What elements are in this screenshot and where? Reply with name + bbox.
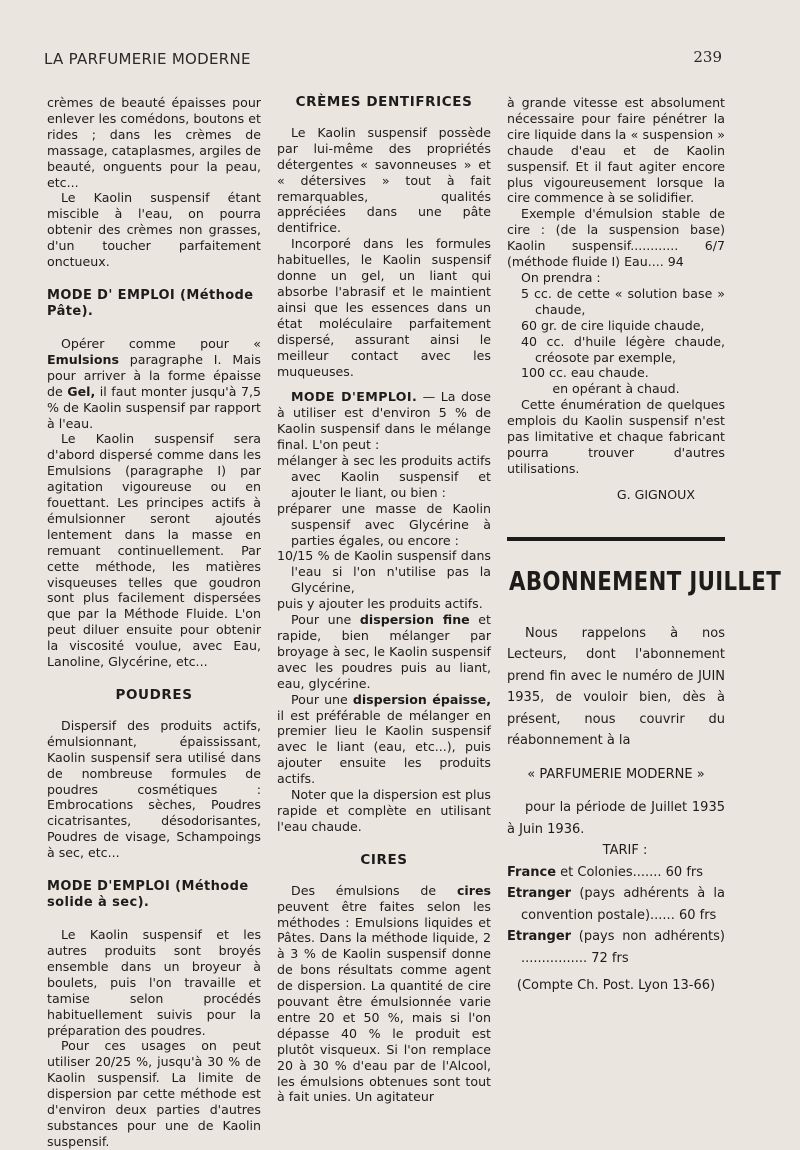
text-run: — La dose à utiliser est d'environ 5 % de Kaolin suspensif dans le mélange final. L'on peut : — [277, 389, 491, 453]
bold-term: dispersion fine — [359, 612, 470, 628]
recipe-line: 40 cc. d'huile légère chaude, créosote par exemple, — [521, 333, 725, 365]
list-item: préparer une masse de Kaolin suspensif avec Glycérine à parties égales, ou encore : — [277, 500, 491, 548]
paragraph — [277, 612, 491, 692]
paragraph — [277, 389, 491, 453]
paragraph — [277, 692, 491, 787]
bold-term: dispersion épaisse, — [352, 691, 491, 707]
tarif-list — [507, 862, 725, 970]
paragraph: Pour ces usages on peut utiliser 20/25 %, jusqu'à 30 % de Kaolin suspensif. La limite de dispersion par cette méthode est d'environ deux parties d'autres substances pour une de Kaolin suspensif. — [47, 1038, 261, 1149]
text-run: il est préférable de mélanger en premier lieu le Kaolin suspensif avec le liant (eau, etc...), puis ajouter ensuite les produits actifs. — [277, 707, 491, 787]
list-item: mélanger à sec les produits actifs avec Kaolin suspensif et ajouter le liant, ou bien : — [277, 453, 491, 500]
section-divider — [507, 537, 725, 541]
recipe-line: 5 cc. de cette « solution base » chaude, — [521, 285, 725, 317]
paragraph: Cette énumération de quelques emplois du Kaolin suspensif n'est pas limitative et chaque fabricant pourra trouver d'autres utilisations. — [507, 397, 725, 476]
paragraph: On prendra : — [521, 269, 601, 285]
section-heading: MODE D'EMPLOI (Méthode solide à sec). — [47, 879, 249, 911]
section-heading: POUDRES — [115, 687, 193, 703]
abonnement-title: ABONNEMENT JUILLET — [509, 566, 782, 597]
paragraph: à grande vitesse est absolument nécessaire pour faire pénétrer la cire liquide dans la « suspension » chaude d'eau et de Kaolin suspensif. Et il faut agiter encore plus vigoureusement lorsque la cire commence à se solidifier. — [507, 95, 725, 206]
paragraph: Le Kaolin suspensif et les autres produits sont broyés ensemble dans un broyeur à boulets, puis l'on travaille et tamise selon procédés habituellement suivis pour la préparation des poudres. — [47, 927, 261, 1038]
tarif-value: (pays non adhérents) ................ 72 frs — [521, 929, 725, 966]
column-2 — [277, 95, 491, 1105]
tarif-row — [507, 926, 725, 969]
text-run: Des émulsions de — [291, 882, 457, 898]
text-run: et rapide, bien mélanger par broyage à sec, le Kaolin suspensif avec les poudres puis au liant, eau, glycérine. — [277, 612, 491, 691]
paragraph: Nous rappelons à nos Lecteurs, dont l'abonnement prend fin avec le numéro de JUIN 1935, de vouloir bien, dès à présent, nous couvrir du réabonnement à la — [507, 625, 725, 749]
list-item: 10/15 % de Kaolin suspensif dans l'eau si l'on n'utilise pas la Glycérine, — [277, 548, 491, 596]
paragraph: pour la période de Juillet 1935 à Juin 1936. — [507, 800, 725, 837]
text-run: il faut monter jusqu'à 7,5 % de Kaolin suspensif par rapport à l'eau. — [47, 383, 261, 431]
paragraph: Le Kaolin suspensif étant miscible à l'eau, on pourra obtenir des crèmes non grasses, d'un toucher parfaitement onctueux. — [47, 190, 261, 270]
paragraph — [47, 336, 261, 431]
compte-note: (Compte Ch. Post. Lyon 13-66) — [516, 978, 716, 994]
bold-term: cires — [456, 882, 491, 898]
list-item: puis y ajouter les produits actifs. — [277, 596, 483, 612]
paragraph: Incorporé dans les formules habituelles, le Kaolin suspensif donne un gel, un liant qui absorbe l'abrasif et le maintient ainsi que les essences dans un état moléculaire parfaitement dispersé, assurant ainsi le meilleur contact avec les muqueuses. — [277, 236, 491, 379]
text-run: paragraphe I. Mais pour arriver à la forme épaisse de — [47, 351, 261, 399]
signature: G. GIGNOUX — [616, 486, 695, 502]
tarif-value: et Colonies....... 60 frs — [556, 864, 704, 880]
recipe-line: en opérant à chaud. — [552, 381, 680, 397]
paragraph: Exemple d'émulsion stable de cire : (de la suspension base) Kaolin suspensif............ 6/7 (méthode fluide I) Eau.... 94 — [507, 206, 725, 270]
abonnement-notice — [507, 623, 725, 997]
tarif-heading: TARIF : — [602, 843, 648, 859]
section-heading: MODE D' EMPLOI (Méthode Pâte). — [47, 287, 254, 319]
section-heading: CRÈMES DENTIFRICES — [295, 94, 473, 110]
page-number: 239 — [693, 48, 722, 66]
column-1 — [47, 95, 261, 1150]
recipe-line: 100 cc. eau chaude. — [521, 365, 649, 381]
inline-heading: MODE D'EMPLOI. — [291, 389, 418, 405]
text-run: Opérer comme pour « — [61, 335, 261, 351]
running-head: LA PARFUMERIE MODERNE — [44, 50, 251, 68]
tarif-label: Etranger — [507, 929, 572, 945]
bold-term: Gel, — [67, 383, 96, 399]
journal-name: « PARFUMERIE MODERNE » — [527, 766, 705, 782]
paragraph: crèmes de beauté épaisses pour enlever les comédons, boutons et rides ; dans les crèmes de massage, cataplasmes, argiles de beauté, onguents pour la peau, etc... — [47, 95, 261, 190]
paragraph: Noter que la dispersion est plus rapide et complète en utilisant l'eau chaude. — [277, 787, 491, 834]
paragraph: Le Kaolin suspensif possède par lui-même des propriétés détergentes « savonneuses » et « détersives » tout à fait remarquables, qualités appréciées dans une pâte dentifrice. — [277, 124, 491, 236]
column-3 — [507, 95, 782, 997]
paragraph — [277, 883, 491, 1106]
tarif-label: Etranger — [507, 886, 572, 902]
text-run: Pour une — [291, 612, 360, 628]
paragraph: Le Kaolin suspensif sera d'abord dispersé comme dans les Emulsions (paragraphe I) par agitation vigoureuse ou en fouettant. Les principes actifs à émulsionner seront ajoutés lentement dans la masse en remuant continuellement. Par cette méthode, les matières visqueuses telles que goudron sont plus facilement dispersées que par la Méthode Fluide. L'on peut diluer ensuite pour obtenir la viscosité voulue, avec Eau, Lanoline, Glycérine, etc... — [47, 431, 261, 670]
tarif-row — [507, 862, 725, 884]
tarif-row — [507, 883, 725, 926]
text-run: Pour une — [291, 691, 353, 707]
bold-term: Emulsions — [47, 351, 119, 367]
text-run: peuvent être faites selon les méthodes : Emulsions liquides et Pâtes. Dans la méthode liquide, 2 à 3 % de Kaolin suspensif donne de bons résultats comme agent de dispersion. La quantité de cire pouvant être émulsionnée varie entre 20 et 50 %, mais si l'on dépasse 40 % le produit est plutôt visqueux. Si l'on remplace 20 à 30 % d'eau par de l'Alcool, les émulsions obtenues sont tout à fait unies. Un agitateur — [277, 898, 491, 1105]
paragraph: Dispersif des produits actifs, émulsionnant, épaississant, Kaolin suspensif sera utilisé dans de nombreuse formules de poudres cosmétiques : Embrocations sèches, Poudres cicatrisantes, désodorisantes, Poudres de visage, Schampoings à sec, etc... — [47, 717, 261, 861]
section-heading: CIRES — [360, 851, 408, 868]
tarif-value: (pays adhérents à la convention postale)...... 60 frs — [521, 886, 725, 923]
recipe-line: 60 gr. de cire liquide chaude, — [521, 317, 705, 333]
tarif-label: France — [507, 864, 557, 880]
